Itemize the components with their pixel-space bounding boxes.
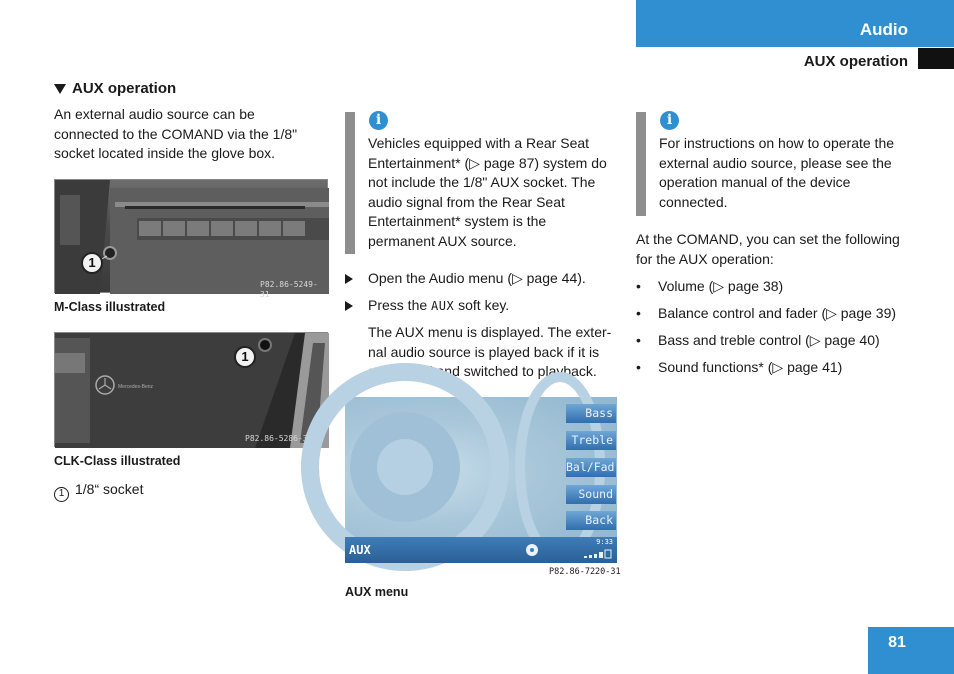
- intro-line: socket located inside the glove box.: [54, 145, 276, 161]
- page-number: 81: [888, 634, 906, 651]
- screen-figure-code: P82.86-7220-31: [549, 567, 621, 577]
- settings-item: [636, 277, 783, 297]
- info-note-left: [368, 134, 623, 251]
- menu-button-bass[interactable]: Bass: [566, 404, 616, 423]
- callout-1-marker: 1: [234, 346, 256, 368]
- settings-item-text: Sound functions* (▷ page 41): [658, 359, 843, 375]
- bullet: •: [636, 359, 641, 375]
- aux-menu-caption: AUX menu: [345, 585, 409, 599]
- result-line: nal audio source is played back if it is: [368, 343, 600, 360]
- menu-button-sound[interactable]: Sound: [566, 485, 616, 504]
- info-line: permanent AUX source.: [368, 232, 517, 249]
- info-bar: [345, 112, 355, 254]
- status-aux-label: AUX: [349, 543, 371, 557]
- info-line: external audio source, please see the: [659, 154, 892, 171]
- triangle-down-icon: [54, 84, 66, 94]
- status-time: 9:33: [596, 538, 613, 546]
- signal-strength-icon: [584, 549, 614, 559]
- result-line: The AUX menu is displayed. The exter-: [368, 324, 612, 340]
- bullet: •: [636, 305, 641, 321]
- info-icon: i: [660, 111, 679, 130]
- settings-intro: [636, 230, 926, 269]
- info-line: connected.: [659, 193, 728, 210]
- mclass-dashboard-illustration: [55, 180, 329, 294]
- callout-1-marker: 1: [81, 252, 103, 274]
- svg-text:Mercedes-Benz: Mercedes-Benz: [118, 384, 154, 390]
- info-line: Vehicles equipped with a Rear Seat: [368, 135, 590, 151]
- info-bar: [636, 112, 646, 216]
- info-line: audio signal from the Rear Seat: [368, 193, 565, 210]
- disc-icon: [526, 544, 538, 556]
- info-icon: i: [369, 111, 388, 130]
- step-text: Open the Audio menu (▷ page 44).: [368, 270, 586, 286]
- clk-photo: [54, 332, 328, 447]
- intro-line: connected to the COMAND via the 1/8": [54, 125, 298, 142]
- page-heading: [54, 79, 176, 99]
- clk-glovebox-illustration: [55, 333, 329, 448]
- bullet: •: [636, 278, 641, 294]
- figure-code: P82.86-5286-31US: [245, 434, 323, 443]
- step-text: [368, 296, 509, 317]
- figure-legend: [54, 480, 143, 502]
- step-press-aux: [345, 296, 509, 317]
- settings-intro-line: At the COMAND, you can set the following: [636, 231, 900, 247]
- settings-intro-line: for the AUX operation:: [636, 250, 774, 267]
- settings-item-text: Balance control and fader (▷ page 39): [658, 305, 897, 321]
- mclass-caption: M-Class illustrated: [54, 300, 166, 314]
- section-marker-block: [918, 48, 954, 69]
- step-text-pre: Press the: [368, 297, 432, 313]
- info-line: not include the 1/8" AUX socket. The: [368, 174, 596, 190]
- menu-button-bal-fad[interactable]: Bal/Fad: [566, 458, 616, 477]
- status-bar: [345, 537, 617, 563]
- intro-line: An external audio source can be: [54, 106, 255, 122]
- bullet: •: [636, 332, 641, 348]
- step-open-audio-menu: [345, 269, 586, 289]
- aux-menu-screen: [345, 397, 617, 563]
- arrow-right-icon: [345, 301, 353, 311]
- info-line: For instructions on how to operate the: [659, 135, 895, 151]
- info-line: operation manual of the device: [659, 174, 851, 190]
- result-line: connected and switched to playback.: [368, 363, 597, 379]
- info-line: Entertainment* system is the: [368, 213, 547, 229]
- settings-item: [636, 358, 842, 378]
- legend-number: 1: [54, 487, 69, 502]
- menu-button-treble[interactable]: Treble: [566, 431, 616, 450]
- legend-text: 1/8“ socket: [75, 481, 144, 497]
- settings-item-text: Volume (▷ page 38): [658, 278, 784, 294]
- settings-item: [636, 331, 880, 351]
- info-note-right: [659, 134, 919, 212]
- settings-item-text: Bass and treble control (▷ page 40): [658, 332, 880, 348]
- figure-code: P82.86-5249-31: [260, 280, 318, 299]
- menu-button-back[interactable]: Back: [566, 511, 616, 530]
- aux-softkey-label: AUX: [431, 299, 455, 313]
- intro-paragraph: [54, 105, 329, 164]
- settings-item: [636, 304, 896, 324]
- mclass-photo: [54, 179, 328, 299]
- chapter-title: Audio: [859, 20, 908, 39]
- clk-caption: CLK-Class illustrated: [54, 454, 181, 468]
- page-heading-text: AUX operation: [72, 80, 177, 97]
- arrow-right-icon: [345, 274, 353, 284]
- section-title: AUX operation: [803, 53, 908, 70]
- info-line: Entertainment* (▷ page 87) system do: [368, 154, 607, 171]
- step-text-post: soft key.: [454, 297, 510, 313]
